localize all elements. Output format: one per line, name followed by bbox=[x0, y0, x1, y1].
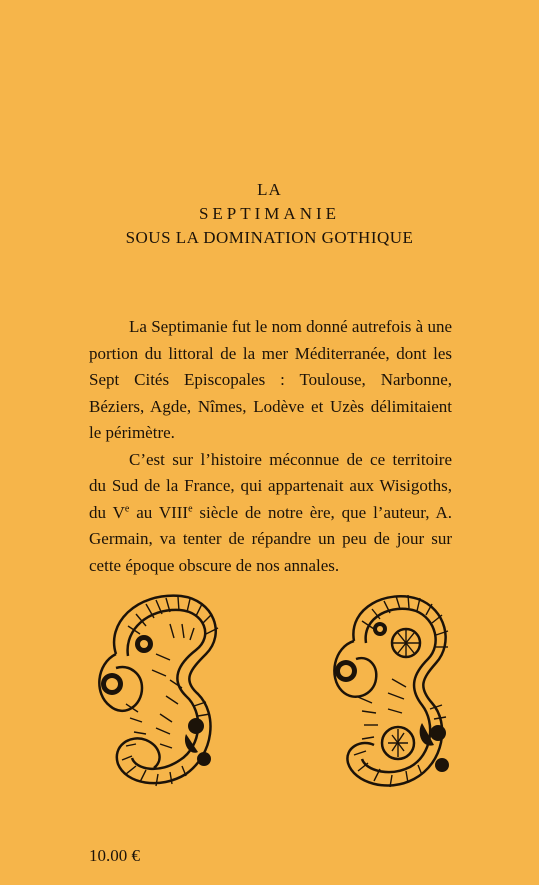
superscript-e-2: e bbox=[188, 502, 193, 514]
blurb-paragraph-1: La Septimanie fut le nom donné autrefois à une portion du littoral de la mer Méditerranée, dont les Sept Cités Episcopales : Toulouse, Narbonne, Béziers, Agde, Nîmes, Lodève et Uzès délimitaient le périmètre. bbox=[89, 317, 452, 442]
price-label: 10.00 € bbox=[89, 846, 140, 865]
right-fibula-ornament bbox=[318, 583, 458, 795]
title-line-1: LA bbox=[257, 180, 282, 199]
blurb-paragraph-2 bbox=[89, 447, 452, 580]
title-line-3: SOUS LA DOMINATION GOTHIQUE bbox=[125, 228, 414, 247]
book-title bbox=[0, 178, 539, 250]
superscript-e-1: e bbox=[124, 502, 130, 514]
blurb-p2-part-c: siècle de notre ère, que l’auteur, A. Germain, va tenter de répandre un peu de jour sur cette époque obscure de nos annales. bbox=[89, 502, 452, 575]
blurb-p2-part-a: C’est sur l’histoire méconnue de ce territoire du Sud de la France, qui appartenait aux Wisigoths, du V bbox=[89, 449, 452, 522]
blurb bbox=[89, 314, 452, 579]
title-line-2: SEPTIMANIE bbox=[198, 204, 341, 223]
left-fibula-ornament bbox=[86, 584, 226, 796]
blurb-p2-part-b: au VIII bbox=[129, 502, 189, 522]
